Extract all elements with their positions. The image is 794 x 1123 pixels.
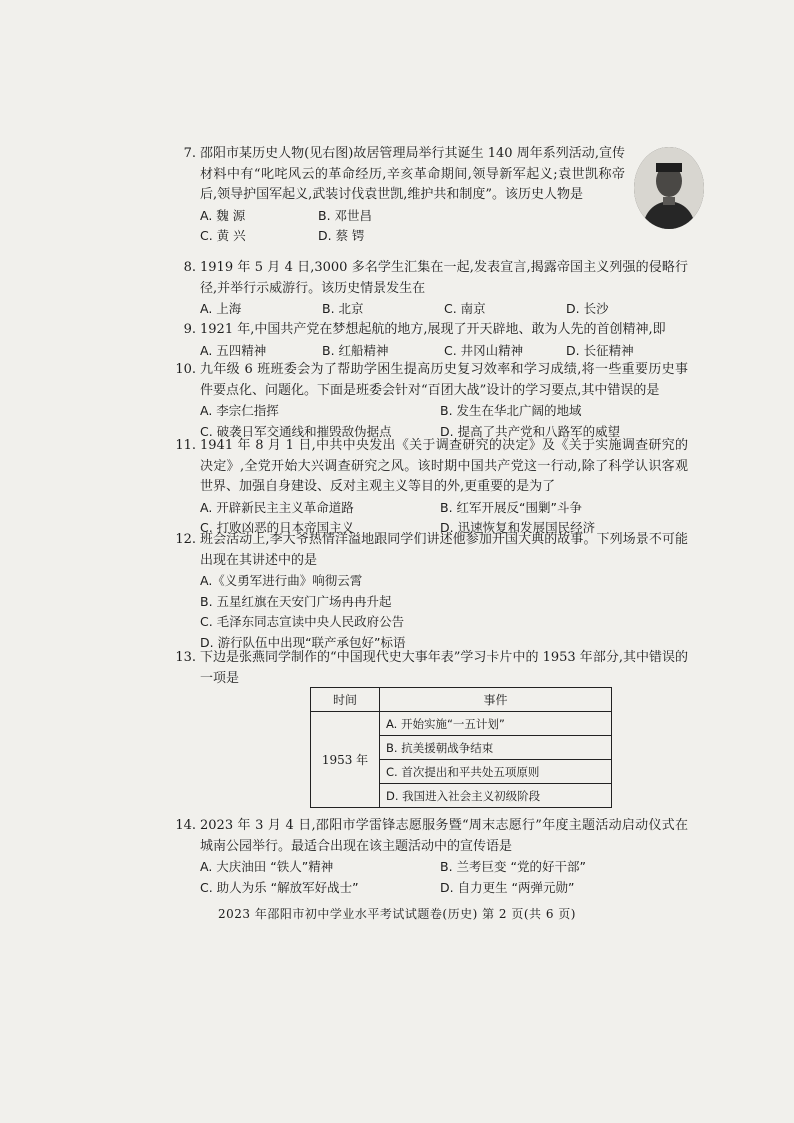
option-c: C. 黄 兴: [200, 228, 246, 243]
option-a: A. 李宗仁指挥: [200, 403, 279, 418]
options: [200, 206, 625, 247]
question-number: 13.: [175, 650, 196, 665]
event-cell: D. 我国进入社会主义初级阶段: [380, 784, 612, 808]
option-a: A.《义勇军进行曲》响彻云霄: [200, 573, 363, 588]
option-d: D. 蔡 锷: [318, 228, 365, 243]
option-a: A. 上海: [200, 301, 242, 316]
events-table: [310, 687, 612, 808]
question-stem: 九年级 6 班班委会为了帮助学困生提高历史复习效率和学习成绩,将一些重要历史事件要点化、问题化。下面是班委会针对“百团大战”设计的学习要点,其中错误的是: [200, 362, 688, 398]
option-d: D. 迅速恢复和发展国民经济: [440, 520, 596, 535]
question-number: 9.: [183, 322, 196, 337]
question-number: 10.: [175, 362, 196, 377]
question-8: [183, 258, 688, 320]
page-footer: 2023 年邵阳市初中学业水平考试试题卷(历史) 第 2 页(共 6 页): [218, 907, 576, 921]
option-b: B. 发生在华北广阔的地域: [440, 403, 582, 418]
option-b: B. 邓世昌: [318, 207, 373, 223]
question-10: [175, 360, 688, 442]
table-header-row: [311, 688, 612, 712]
option-a: A. 大庆油田 “铁人”精神: [200, 859, 334, 874]
question-number: 11.: [175, 438, 196, 453]
event-cell: A. 开始实施“一五计划”: [380, 712, 612, 736]
option-c: C. 助人为乐 “解放军好战士”: [200, 879, 359, 895]
question-13: [175, 648, 688, 689]
option-c: C. 南京: [444, 301, 486, 316]
options: [200, 341, 688, 362]
question-stem: 1941 年 8 月 1 日,中共中央发出《关于调查研究的决定》及《关于实施调查研究的决定》,全党开始大兴调查研究之风。该时期中国共产党这一行动,除了科学认识客观世界、加强自身建设、反对主观主义等目的外,更重要的是为了: [200, 438, 688, 494]
question-number: 7.: [183, 146, 196, 161]
option-d: D. 自力更生 “两弹元勋”: [440, 879, 575, 895]
event-cell: C. 首次提出和平共处五项原则: [380, 760, 612, 784]
question-number: 14.: [175, 818, 196, 833]
option-c: C. 打败凶恶的日本帝国主义: [200, 520, 355, 535]
portrait-icon: [634, 147, 704, 229]
question-14: [175, 816, 688, 898]
question-7: [183, 144, 625, 247]
question-stem: 2023 年 3 月 4 日,邵阳市学雷锋志愿服务暨“周末志愿行”年度主题活动启动仪式在城南公园举行。最适合出现在该主题活动中的宣传语是: [200, 818, 688, 854]
question-stem: 1919 年 5 月 4 日,3000 多名学生汇集在一起,发表宣言,揭露帝国主义列强的侵略行径,并举行示威游行。该历史情景发生在: [200, 260, 688, 296]
options: [200, 299, 688, 320]
option-a: A. 开辟新民主主义革命道路: [200, 499, 354, 515]
question-12: [175, 530, 688, 653]
event-cell: B. 抗美援朝战争结束: [380, 736, 612, 760]
column-header-time: 时间: [311, 688, 380, 712]
option-c: C. 破袭日军交通线和摧毁敌伪据点: [200, 423, 392, 439]
option-d: D. 长征精神: [566, 342, 634, 358]
option-b: B. 兰考巨变 “党的好干部”: [440, 859, 586, 874]
question-stem: 邵阳市某历史人物(见右图)故居管理局举行其诞生 140 周年系列活动,宣传材料中有“叱咤风云的革命经历,辛亥革命期间,领导新军起义;袁世凯称帝后,领导护国军起义,武装讨伐袁世凯,维护共和制度”。该历史人物是: [200, 146, 625, 202]
option-c: C. 井冈山精神: [444, 342, 524, 358]
option-c: C. 毛泽东同志宣读中央人民政府公告: [200, 614, 405, 629]
option-b: B. 红船精神: [322, 342, 389, 358]
question-stem: 1921 年,中国共产党在梦想起航的地方,展现了开天辟地、敢为人先的首创精神,即: [200, 322, 666, 337]
option-a: A. 魏 源: [200, 207, 246, 223]
option-d: D. 长沙: [566, 301, 609, 316]
option-d: D. 游行队伍中出现“联产承包好”标语: [200, 634, 406, 650]
question-11: [175, 436, 688, 539]
option-b: B. 五星红旗在天安门广场冉冉升起: [200, 593, 392, 609]
question-9: [183, 320, 688, 361]
question-stem: 班会活动上,李大爷热情洋溢地跟同学们讲述他参加开国大典的故事。下列场景不可能出现在其讲述中的是: [200, 532, 688, 568]
table-row: [311, 712, 612, 736]
question-stem: 下边是张燕同学制作的“中国现代史大事年表”学习卡片中的 1953 年部分,其中错误的一项是: [200, 650, 688, 686]
options: [200, 571, 688, 653]
option-b: B. 北京: [322, 301, 364, 316]
option-b: B. 红军开展反“围剿”斗争: [440, 499, 582, 515]
question-number: 8.: [183, 260, 196, 275]
portrait-photo: [634, 147, 704, 229]
year-cell: 1953 年: [311, 712, 380, 808]
option-a: A. 五四精神: [200, 342, 267, 358]
question-number: 12.: [175, 532, 196, 547]
column-header-event: 事件: [380, 688, 612, 712]
option-d: D. 提高了共产党和八路军的威望: [440, 423, 621, 439]
options: [200, 857, 688, 898]
